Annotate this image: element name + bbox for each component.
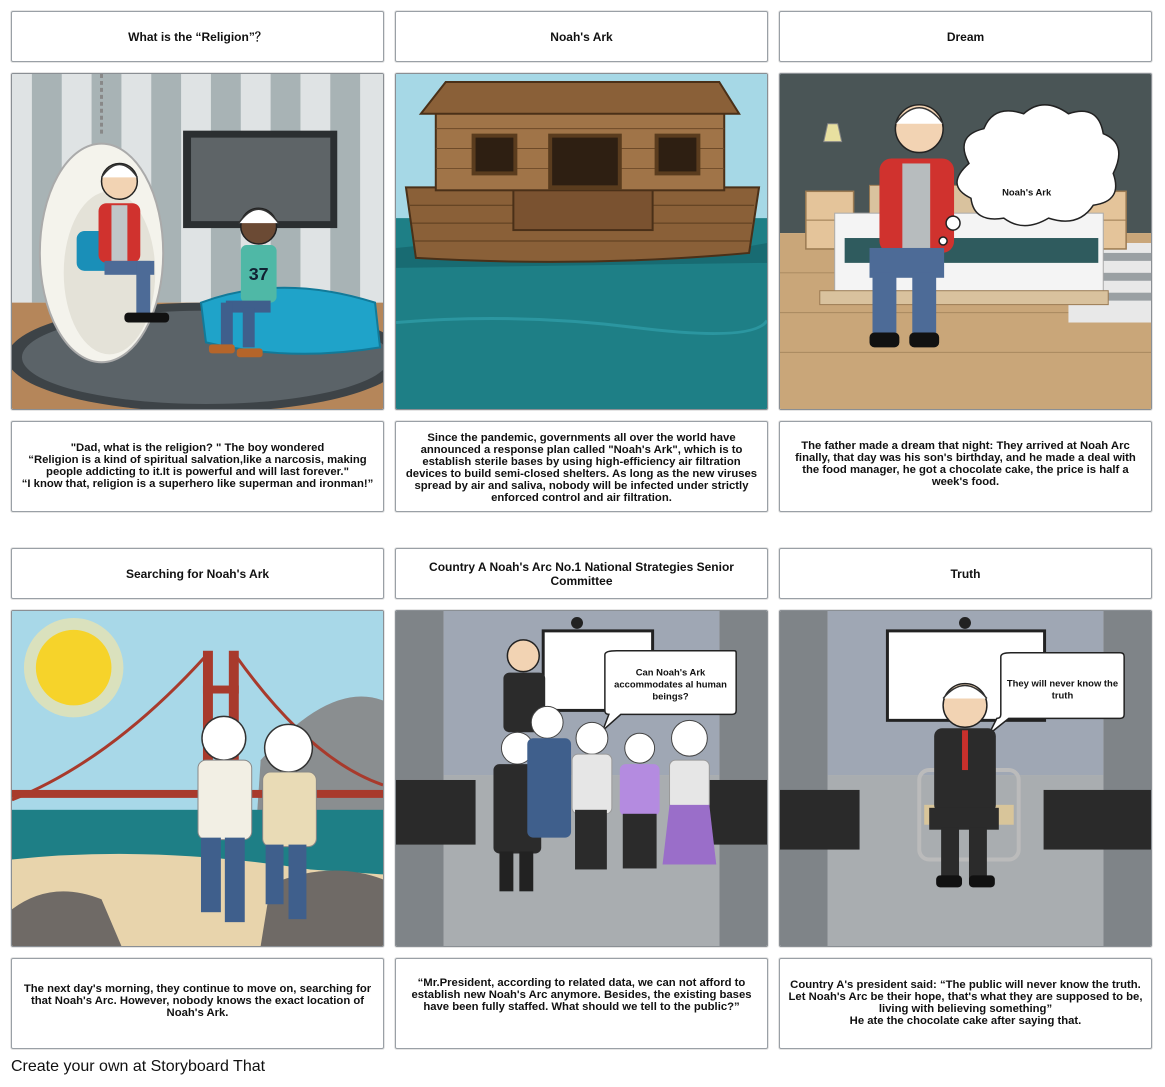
walker-left-head <box>202 716 246 760</box>
panel-5-caption: “Mr.President, according to related data, we can not afford to establish new Noah's Arc anymore. Besides, the existing bases have been fully staffed. What should we tell to the public?” <box>395 958 768 1049</box>
panel-2-caption: Since the pandemic, governments all over the world have announced a response plan called "Noah's Ark", which is to establish sterile bases by using high-efficiency air filtration devices to build semi-closed shelters. As long as the new viruses spread by air and saliva, nobody will be infected under strictly enforced control and air filtration. <box>395 421 768 512</box>
speech-bubble-line-2: truth <box>1051 690 1074 702</box>
speech-bubble-line-1: They will never know the <box>1006 678 1119 690</box>
member-2-head <box>531 706 563 738</box>
panel-5-scene <box>395 610 768 947</box>
living-room-illustration <box>12 74 383 409</box>
walker-right-head <box>265 724 313 772</box>
speech-bubble-line-2: accommodates al human <box>614 679 727 691</box>
president-illustration <box>780 611 1151 946</box>
bridge-illustration <box>12 611 383 946</box>
panel-3-caption: The father made a dream that night: They arrived at Noah Arc finally, that day was his son's birthday, and he made a deal with the food manager, he got a chocolate cake, the price is half a week's food. <box>779 421 1152 512</box>
bedroom-illustration <box>780 74 1151 409</box>
speech-bubble-line-3: beings? <box>652 691 689 703</box>
panel-4-scene <box>11 610 384 947</box>
panel-3-title: Dream <box>779 11 1152 62</box>
panel-2-title: Noah's Ark <box>395 11 768 62</box>
panel-6-caption: Country A's president said: “The public will never know the truth. Let Noah's Arc be their hope, that's what they are supposed to be, living with believing something” He ate the chocolate cake after saying that. <box>779 958 1152 1049</box>
member-5-head <box>672 720 708 756</box>
panel-5-title: Country A Noah's Arc No.1 National Strategies Senior Committee <box>395 548 768 599</box>
panel-1-scene <box>11 73 384 410</box>
president-head <box>507 640 539 672</box>
panel-1-title: What is the “Religion”？ <box>11 11 384 62</box>
shirt-number: 37 <box>248 263 269 284</box>
panel-3-scene <box>779 73 1152 410</box>
speech-bubble-line-1: Can Noah's Ark <box>635 667 706 679</box>
panel-6-title: Truth <box>779 548 1152 599</box>
panel-4-title: Searching for Noah's Ark <box>11 548 384 599</box>
panel-1-caption: "Dad, what is the religion? " The boy wondered “Religion is a kind of spiritual salvation,like a narcosis, making people addicting to it.It is powerful and will last forever." “I know that, religion is a superhero like superman and ironman!” <box>11 421 384 512</box>
panel-6-scene <box>779 610 1152 947</box>
member-4-head <box>625 733 655 763</box>
storyboard-that-footer-link[interactable]: Create your own at Storyboard That <box>11 1058 266 1075</box>
ark-illustration <box>396 74 767 409</box>
committee-illustration <box>396 611 767 946</box>
member-3-head <box>576 722 608 754</box>
panel-2-scene <box>395 73 768 410</box>
thought-bubble-text: Noah's Ark <box>1002 187 1052 199</box>
panel-4-caption: The next day's morning, they continue to move on, searching for that Noah's Arc. However, nobody knows the exact location of Noah's Ark. <box>11 958 384 1049</box>
